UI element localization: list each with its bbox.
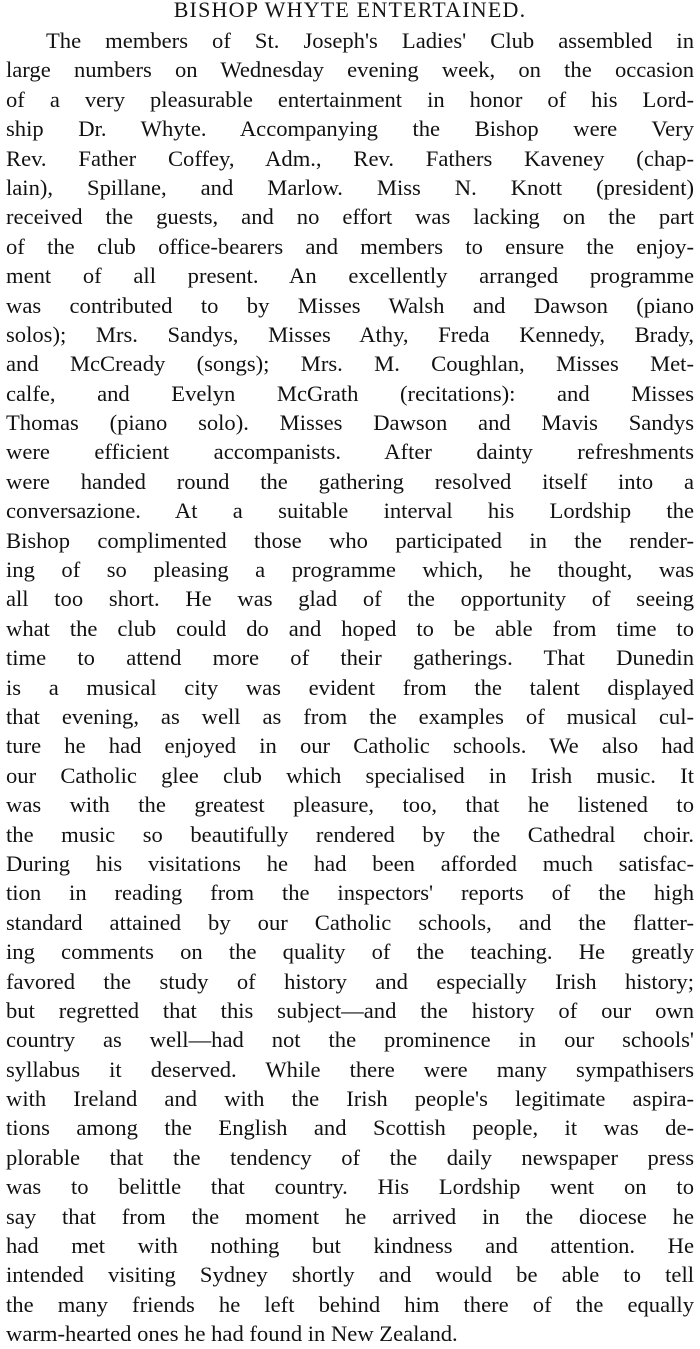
article-line: is a musical city was evident from the talent displayed: [6, 674, 694, 700]
article-line: Rev. Father Coffey, Adm., Rev. Fathers Kaveney (chap-: [6, 145, 694, 171]
article-line: intended visiting Sydney shortly and would be able to tell: [6, 1262, 694, 1288]
article-line: During his visitations he had been afforded much satisfac-: [6, 850, 694, 876]
article-line: what the club could do and hoped to be able from time to: [6, 615, 694, 641]
article-line: tion in reading from the inspectors' reports of the high: [6, 880, 694, 906]
article-line: had met with nothing but kindness and attention. He: [6, 1233, 694, 1259]
article-line: syllabus it deserved. While there were many sympathisers: [6, 1056, 694, 1082]
article-line: ment of all present. An excellently arranged programme: [6, 263, 694, 289]
article-line: calfe, and Evelyn McGrath (recitations): and Misses: [6, 380, 694, 406]
article-line: solos); Mrs. Sandys, Misses Athy, Freda Kennedy, Brady,: [6, 321, 694, 347]
article-line: and McCready (songs); Mrs. M. Coughlan, Misses Met-: [6, 351, 694, 377]
article-line: ture he had enjoyed in our Catholic schools. We also had: [6, 733, 694, 759]
article-line: our Catholic glee club which specialised in Irish music. It: [6, 762, 694, 788]
article-line: of the club office-bearers and members to ensure the enjoy-: [6, 233, 694, 259]
article-line: was to belittle that country. His Lordship went on to: [6, 1174, 694, 1200]
article-line: ing of so pleasing a programme which, he thought, was: [6, 557, 694, 583]
article-line: plorable that the tendency of the daily newspaper press: [6, 1144, 694, 1170]
article-line: Bishop complimented those who participated in the render-: [6, 527, 694, 553]
article-line: were handed round the gathering resolved itself into a: [6, 468, 694, 494]
article-line: country as well—had not the prominence in our schools': [6, 1027, 694, 1053]
article-line: ship Dr. Whyte. Accompanying the Bishop were Very: [6, 116, 694, 142]
article-line: lain), Spillane, and Marlow. Miss N. Knott (president): [6, 174, 694, 200]
article-line: conversazione. At a suitable interval his Lordship the: [6, 498, 694, 524]
article-line: ing comments on the quality of the teaching. He greatly: [6, 939, 694, 965]
article-line: was contributed to by Misses Walsh and Dawson (piano: [6, 292, 694, 318]
article-line: the many friends he left behind him there of the equally: [6, 1291, 694, 1317]
article-line: The members of St. Joseph's Ladies' Club assembled in: [46, 28, 694, 53]
article-line: was with the greatest pleasure, too, that he listened to: [6, 792, 694, 818]
article-line: all too short. He was glad of the opportunity of seeing: [6, 586, 694, 612]
article-line: Thomas (piano solo). Misses Dawson and Mavis Sandys: [6, 410, 694, 436]
article-line: tions among the English and Scottish people, it was de-: [6, 1115, 694, 1141]
article-line: the music so beautifully rendered by the Cathedral choir.: [6, 821, 694, 847]
article-line: but regretted that this subject—and the history of our own: [6, 997, 694, 1023]
article-body: [6, 26, 694, 1349]
article-line: that evening, as well as from the examples of musical cul-: [6, 703, 694, 729]
article-line: with Ireland and with the Irish people's legitimate aspira-: [6, 1086, 694, 1112]
article-line: large numbers on Wednesday evening week, on the occasion: [6, 57, 694, 83]
article-line: were efficient accompanists. After dainty refreshments: [6, 439, 694, 465]
article-headline: BISHOP WHYTE ENTERTAINED.: [173, 0, 527, 22]
article-line: time to attend more of their gatherings. That Dunedin: [6, 645, 694, 671]
article-line: say that from the moment he arrived in the diocese he: [6, 1203, 694, 1229]
article-line: of a very pleasurable entertainment in honor of his Lord-: [6, 86, 694, 112]
article-line: standard attained by our Catholic schools, and the flatter-: [6, 909, 694, 935]
article-line: warm-hearted ones he had found in New Zealand.: [6, 1321, 458, 1347]
article-line: favored the study of history and especially Irish history;: [6, 968, 694, 994]
article-line: received the guests, and no effort was lacking on the part: [6, 204, 694, 230]
